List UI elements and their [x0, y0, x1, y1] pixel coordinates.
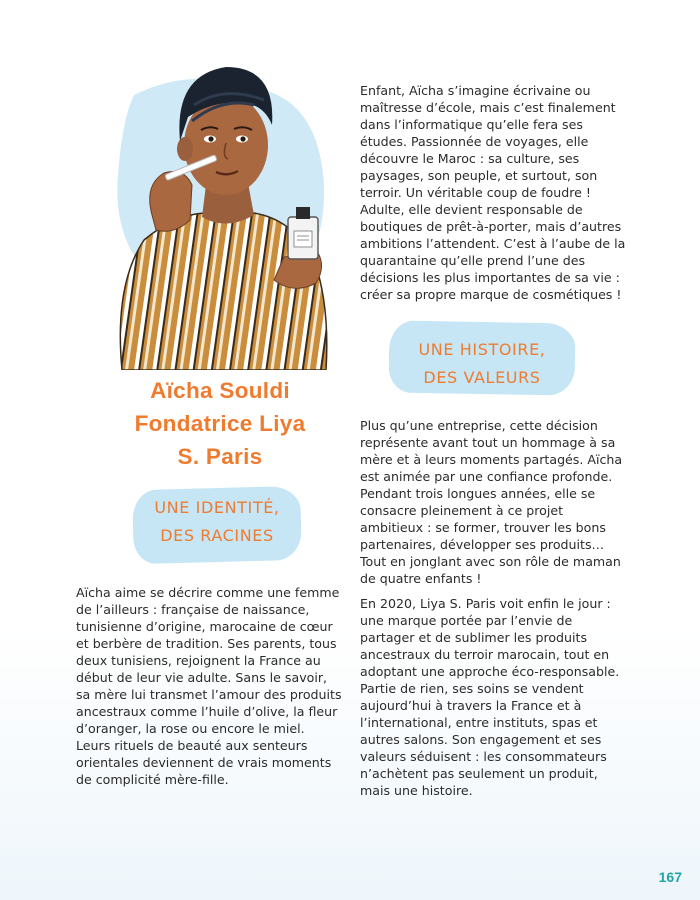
history-title-line1: UNE HISTOIRE, — [418, 340, 546, 359]
history-section-title — [389, 336, 575, 392]
identity-section-title — [133, 494, 301, 550]
identity-title-line1: UNE IDENTITÉ, — [154, 498, 280, 517]
intro-paragraph: Enfant, Aïcha s’imagine écrivaine ou maîtresse d’école, mais c’est finalement dans l’informatique qu’elle fera ses études. Passionnée de voyages, elle découvre le Maroc : sa culture, ses paysages, son peuple, et surtout, son terroir. Un véritable coup de foudre ! Adulte, elle devient responsable de boutiques de prêt-à-porter, mais d’autres ambitions l’attendent. C’est à l’aube de la quarantaine qu’elle prend l’une des décisions les plus importantes de sa vie : créer sa propre marque de cosmétiques ! — [360, 83, 626, 302]
person-name: Aïcha Souldi — [150, 378, 290, 403]
history-text-column — [360, 417, 628, 807]
portrait-illustration — [104, 45, 340, 370]
intro-text-column — [360, 82, 628, 311]
identity-paragraph: Aïcha aime se décrire comme une femme de l’ailleurs : française de naissance, tunisienne d’origine, marocaine de cœur et berbère de tradition. Ses parents, tous deux tunisiens, rejoignent la France au début de leur vie adulte. Sans le savoir, sa mère lui transmet l’amour des produits ancestraux comme l’huile d’olive, la fleur d’oranger, la rose ou encore le miel. Leurs rituels de beauté aux senteurs orientales deviennent de vrais moments de complicité mère-fille. — [76, 585, 342, 787]
left-hand — [150, 172, 192, 232]
identity-title-line2: DES RACINES — [160, 526, 274, 545]
page-number: 167 — [658, 869, 682, 885]
person-title-block — [100, 374, 340, 473]
history-title-line2: DES VALEURS — [423, 368, 541, 387]
identity-text-column — [76, 584, 342, 796]
person-role-line1: Fondatrice Liya — [134, 411, 306, 436]
person-role-line2: S. Paris — [177, 444, 263, 469]
history-paragraph-2: En 2020, Liya S. Paris voit enfin le jour : une marque portée par l’envie de partager et de sublimer les produits ancestraux du terroir marocain, tout en adoptant une approche éco-responsable. Partie de rien, ses soins se vendent aujourd’hui à travers la France et à l’international, entre instituts, spas et autres salons. Son engagement et ses valeurs séduisent : les consommateurs n’achètent pas seulement un produit, mais une histoire. — [360, 596, 620, 798]
history-paragraph-1: Plus qu’une entreprise, cette décision représente avant tout un hommage à sa mère et à leurs moments partagés. Aïcha est animée par une confiance profonde. Pendant trois longues années, elle se consacre pleinement à ce projet ambitieux : se former, trouver les bons partenaires, développer ses produits… Tout en jonglant avec son rôle de maman de quatre enfants ! — [360, 418, 623, 586]
